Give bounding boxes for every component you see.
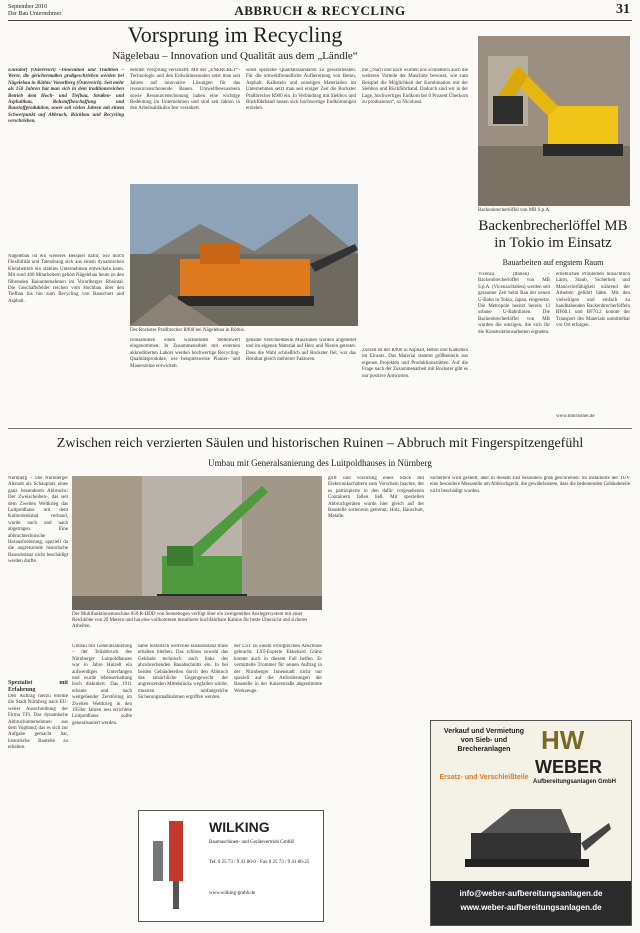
wilking-line1: Baumaschinen- und Gerätevertrieb GmbH	[209, 840, 294, 845]
article1-col3: sonst spezielle Qualitätsstandards zu gewährleisten. Für die umweltfreundliche Aufbereitung von Beton, Asphalt, Kalkstein und sonstigen Materialien im Unternehmen setzt man seit einiger Zeit die Rockster Prallbrecher R900 ein. In Verbindung mit Siebbox und Rückführband lassen sich hochwertige Endkörnungen erzielen.	[246, 68, 356, 112]
article2-subheading: Spezialist mit Erfahrung	[8, 680, 68, 692]
photo2-caption: Backenbrecherlöffel von MB S.p.A.	[478, 208, 551, 213]
article2-col1-upper: Nürnberg – Die Nürnberger Altstadt als Schauplatz eines ganz besonderen Abbruchs: Der Zweischeiben-, das seit dem Zweiten Weltkrieg das Luitpoldhaus mit dem Kulturdenkmal verband, wurde nach und nach abgetragen. Eine abbruchtechnische Herausforderung, speziell da die angrenzende historische Bausubstanz nicht beschädigt werden durfte.	[8, 476, 68, 565]
article1-col-b3: gebaute Verschleißteile Maschinen wurden angetestet und im eigenen Material auf Herz und Nieren getestet. Dass die Wahl schließlich auf Rockster fiel, war das Resultat gleich mehrerer Faktoren.	[246, 338, 356, 363]
side-article-title: Backenbrecherlöffel MB in Tokio im Einsatz	[478, 218, 628, 251]
side-article-col2: erheblichen Problemen hinsichtlich Lärm, Staub, Sicherheit und Manövrierfähigkeit während der Arbeiten geführt hätte. Mit den vielseitigen und einfach zu handhabenden Backenbrecherlöffeln BF60.1 und BF70.2 konnte der Transport des Materials unmittelbar vor Ort erfolgen.	[556, 272, 630, 329]
article2-col2: Umbau mit Generalsanierung – der Teilabbruch des Nürnberger Luitpoldhauses war in Jahre Hinzelt ein aufwendiges Unterfangen und wurde lebenserhaltung hoch diskutiert. Das 1911 erbaute und nach weitgehender Zerstörung im Zweiten Weltkrieg in den 1950er Jahren neu errichtete Luitpoldhaus sollte generalsaniert werden.	[72, 644, 132, 726]
article1-col-b4: Zurzeit ist der R900 in Asphalt, Beton und Kalkstein im Einsatz. Das Material stammt größtenteils aus eigenen Projekten und Produktionsstätten. Auf die Frage nach der Zusammenarbeit mit Rockster gibt es nur positive Antworten.	[362, 348, 468, 379]
weber-logo: HW	[541, 725, 585, 755]
article1-subtitle: Nägelebau – Innovation und Qualität aus dem „Ländle“	[112, 50, 358, 62]
side-article-col1: Vicenza (Italien) – Backenbrecherlöffel von MB S.p.A. (Vicenza/Italien) werden seit geraumer Zeit beim Bau der neuen U-Bahn in Tokio, Japan, eingesetzt. Die Metropole besitzt bereits 13 urbane U-Bahnlinien. Die Backenbrecherlöffel von MB wurden die einzigen, die sich für die Konstruktionsarbeiten eigneten.	[478, 272, 550, 335]
section-title: ABBRUCH & RECYCLING	[234, 3, 406, 18]
side-article-web: www.mbcrusher.de	[556, 414, 595, 419]
article1-lead: Ennsdorf (Österreich) –Innovation und Tradition – Werte, die gleichermaßen großgeschrieben werden bei Nägelebau in Röthis/ Vorarlberg (Österreich). Seit mehr als 150 Jahren hat man sich in dem traditionsreichen Betrieb dem Hoch- und Tiefbau, Straßen- und Asphaltbau, Rohstoffbeschaffung und Baustoffproduktion, sowie seit vielen Jahren mit einem Schwerpunkt auf Abbruch, Rückbau und Recycling verschrieben.	[8, 68, 124, 125]
weber-email[interactable]: info@weber-aufbereitungsanlagen.de	[459, 889, 603, 898]
article2-col4: der LST zu einem erfolgreichen Abschluss gebracht. LST-Experte Ekkehard Gränz konnte auch in diesem Fall helfen. Er vermittelte Trommer für seinen Auftrag in der Nürnberger Innenstadt nicht nur speziell auf die Anforderungen der Baustelle in der Kaiserstraße abgestimmte Werkzeuge.	[234, 644, 322, 694]
excavator-image	[478, 36, 630, 206]
article1-col2: denden Vorsprung verschafft. Mit der „ENERCRET“-Technologie und den Erdwärmesonden setzt man seit Jahren auf innovative Lösungen für das ressourcenschonende Bauen. Umweltbewusstsein sowie Ressourcenschonung haben eine wichtige Bedeutung im Unternehmen und sind seit Jahren in den Arbeitsabläufen fest verankert.	[130, 68, 240, 112]
side-article-subtitle: Bauarbeiten auf engstem Raum	[502, 258, 604, 267]
weber-sub: Aufbereitungsanlagen GmbH	[533, 779, 617, 785]
photo1-caption: Der Rockster Prallbrecher R900 bei Nägelebau in Röthis.	[130, 328, 245, 333]
wilking-web[interactable]: www.wilking-gmbh.de	[209, 891, 256, 896]
article1-col-b2: Ironsahlillen einen wachsenden Stellenwert eingenommen. In Zusammenarbeit mit externen akkreditierten Labors werden hochwertige Recycling-Qualitätsprodukte, wie beispielsweise Planier- und Mauersteine entwickelt.	[130, 338, 240, 369]
excavator-photo	[478, 36, 630, 206]
weber-name: WEBER	[535, 757, 602, 777]
article1-title: Vorsprung im Recycling	[127, 22, 343, 47]
article2-col1-lower: Den Auftrag hierzu erteilte die Stadt Nürnberg nach EU-weiter Ausschreibung der Firma TFI. Das dynamische Abbruchunternehmen aus dem Vogtland, das es sich zur Aufgabe gemacht hat, historische Bauteile zu erhalten.	[8, 694, 68, 751]
article2-subtitle: Umbau mit Generalsanierung des Luitpoldhauses in Nürnberg	[208, 458, 432, 468]
sennebogen-machine-photo	[72, 476, 322, 610]
article2-subheading-wrap	[8, 680, 68, 692]
weber-web[interactable]: www.weber-aufbereitungsanlagen.de	[460, 903, 602, 912]
weber-tagline1: Verkauf und Vermietung von Sieb- und Brecheranlagen	[443, 728, 525, 753]
page-number: 31	[616, 2, 630, 17]
photo3-caption: Der Multifunktionsmaschine 850 R-HDD von Sennebogen verfügt über ein zweigeteiltes Auslegersystem mit einer Reichhöhe von 20 Metern und hat eine vollkommen installierte hochfahrbare Kabine für beste Übersicht und sicheres Arbeiten.	[72, 612, 308, 629]
article2-title: Zwischen reich verzierten Säulen und historischen Ruinen – Abbruch mit Fingerspitzengefühl	[56, 436, 584, 451]
wilking-ad[interactable]	[138, 810, 324, 922]
wilking-line2: Tel. 0 25 73 / 9 41 86-0 · Fax 0 25 73 / 9 41 86-25	[209, 860, 310, 865]
header-rule	[8, 20, 632, 21]
crusher-image	[130, 184, 358, 326]
hammer-tool-icon	[145, 821, 205, 911]
issue-date: September 2010	[8, 4, 48, 10]
publication-name: Der Bau Unternehmer	[8, 11, 62, 17]
article1-col4: mit „Nach und nach wurden uns schließlich auch die weiteren Vorteile der Maschine bewusst, wie zum Beispiel die Möglichkeit der Kombination mit der Siebbox und Rückführband. Dadurch sind wir in der Lage, hochwertiges Endkorn bei 0 Prozent Überkorn zu produzieren“, so Nicolussi.	[362, 68, 468, 106]
weber-tagline2: Ersatz- und Verschleißteile	[439, 774, 529, 781]
rockster-crusher-photo	[130, 184, 358, 326]
crusher-machine-illustration	[451, 803, 611, 873]
article2-col3: same historisch wertvolle Bausubstanz muss erhalten bleiben. Das schloss sowohl das Gebäude technisch auch links des abzubrechenden Bauabschnitts ein. In bei beiden Gebäudeteilen durch den Abbruch das tatsächliche Gegengewicht der angrenzenden Mittelstücks wegfallen würde, mussten umfangreiche Sicherungsmaßnahmen ergriffen werden.	[138, 644, 228, 701]
sennebogen-image	[72, 476, 322, 610]
article2-col5: griff und vorsichtig eines Stück mit Elektronikschaltern zum Vorschein brachte, der es partizipierte in den dafür vorgesehenen Containern fallen ließ. Mit speziellen Abbruchgeräten wurde hier gleich auf der Baustelle sortenrein getrennt: Holz, Bauschutt, Metalle.	[328, 476, 424, 520]
section-divider	[8, 428, 632, 429]
weber-ad[interactable]	[430, 720, 632, 926]
article1-col1: Nägelebau ist ein weiteres Beispiel dafür, wie durch Flexibilität und Tatendrang sich aus einem dynamischen Kleinbetrieb ein stabiles Unternehmen entwickeln kann. Mit rund 400 Mitarbeitern gehört Nägelebau heute zu den führenden Bauunternehmen im Vorarlberger Rheintal. Die Geschäftsfelder reichen vom Hochbau über den Tiefbau bis hin zum Recycling von Bauschutt und Asphalt.	[8, 254, 124, 304]
wilking-name: WILKING	[209, 819, 270, 835]
article2-col6: Sicherheit wird gestellt, aber in diesem Fall besonders groß geschrieben: So installierte der TÜV eine besondere Messstelle am Abbruchgerät, die gewährleistete, dass die bedeutenden Gebäudeteile nicht beschädigt wurden.	[430, 476, 630, 494]
